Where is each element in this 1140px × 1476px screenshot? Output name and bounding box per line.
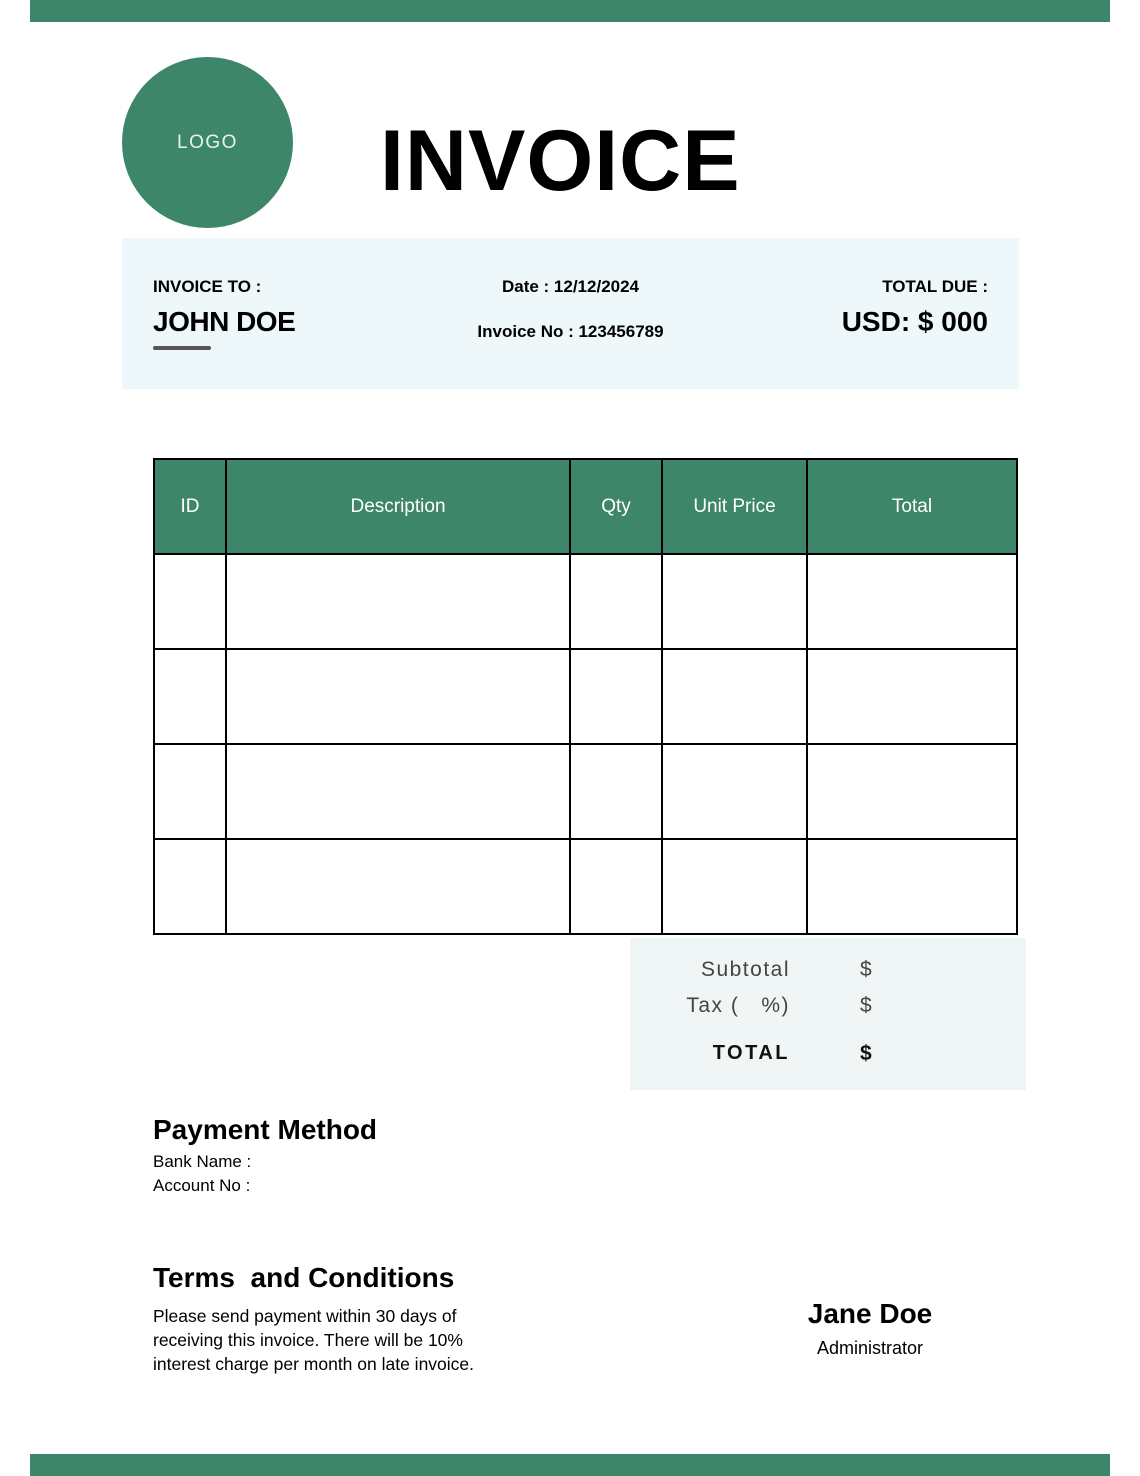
cell	[154, 744, 226, 839]
client-name: JOHN DOE	[153, 306, 296, 337]
bank-name-label: Bank Name :	[153, 1152, 252, 1171]
invoice-info-panel	[122, 238, 1019, 389]
cell	[226, 744, 570, 839]
page-title: INVOICE	[380, 113, 741, 209]
cell	[570, 649, 662, 744]
table-row	[154, 744, 1017, 839]
terms-line: interest charge per month on late invoice.	[153, 1354, 475, 1374]
cell	[662, 744, 807, 839]
table-header-row	[154, 459, 1017, 554]
totals-panel	[630, 938, 1026, 1090]
tax-label: Tax ( %)	[686, 994, 790, 1017]
top-accent-bar	[30, 0, 1110, 22]
invoice-number: Invoice No : 123456789	[477, 322, 664, 341]
cell	[807, 649, 1017, 744]
tax-value: $	[860, 994, 872, 1017]
invoice-to-label: INVOICE TO :	[153, 277, 262, 296]
cell	[154, 839, 226, 934]
terms-line: Please send payment within 30 days of	[153, 1306, 457, 1326]
table-row	[154, 554, 1017, 649]
column-header-qty: Qty	[570, 459, 662, 554]
terms-heading: Terms and Conditions	[153, 1262, 455, 1293]
cell	[662, 839, 807, 934]
total-due-label: TOTAL DUE :	[882, 277, 988, 296]
cell	[570, 839, 662, 934]
cell	[662, 554, 807, 649]
column-header-total: Total	[807, 459, 1017, 554]
cell	[226, 554, 570, 649]
cell	[807, 554, 1017, 649]
cell	[226, 649, 570, 744]
name-underline	[153, 346, 211, 350]
subtotal-label: Subtotal	[700, 958, 790, 981]
logo-text: LOGO	[177, 131, 238, 153]
line-items-table	[153, 458, 1018, 935]
terms-text	[153, 1304, 474, 1376]
cell	[570, 554, 662, 649]
payment-method-heading: Payment Method	[153, 1114, 378, 1145]
total-due-value: USD: $ 000	[841, 306, 988, 337]
signatory-name: Jane Doe	[807, 1298, 933, 1329]
column-header-description: Description	[226, 459, 570, 554]
cell	[226, 839, 570, 934]
cell	[154, 554, 226, 649]
total-value: $	[860, 1042, 872, 1065]
subtotal-value: $	[860, 958, 872, 981]
invoice-date: Date : 12/12/2024	[501, 277, 640, 296]
column-header-unit-price: Unit Price	[662, 459, 807, 554]
bottom-accent-bar	[30, 1454, 1110, 1476]
signatory-role: Administrator	[816, 1338, 924, 1358]
table-row	[154, 839, 1017, 934]
column-header-id: ID	[154, 459, 226, 554]
terms-line: receiving this invoice. There will be 10%	[153, 1330, 463, 1350]
cell	[662, 649, 807, 744]
cell	[154, 649, 226, 744]
table-row	[154, 649, 1017, 744]
total-label: TOTAL	[712, 1042, 790, 1064]
cell	[807, 744, 1017, 839]
logo-placeholder	[122, 57, 293, 228]
cell	[570, 744, 662, 839]
cell	[807, 839, 1017, 934]
account-no-label: Account No :	[153, 1176, 251, 1195]
